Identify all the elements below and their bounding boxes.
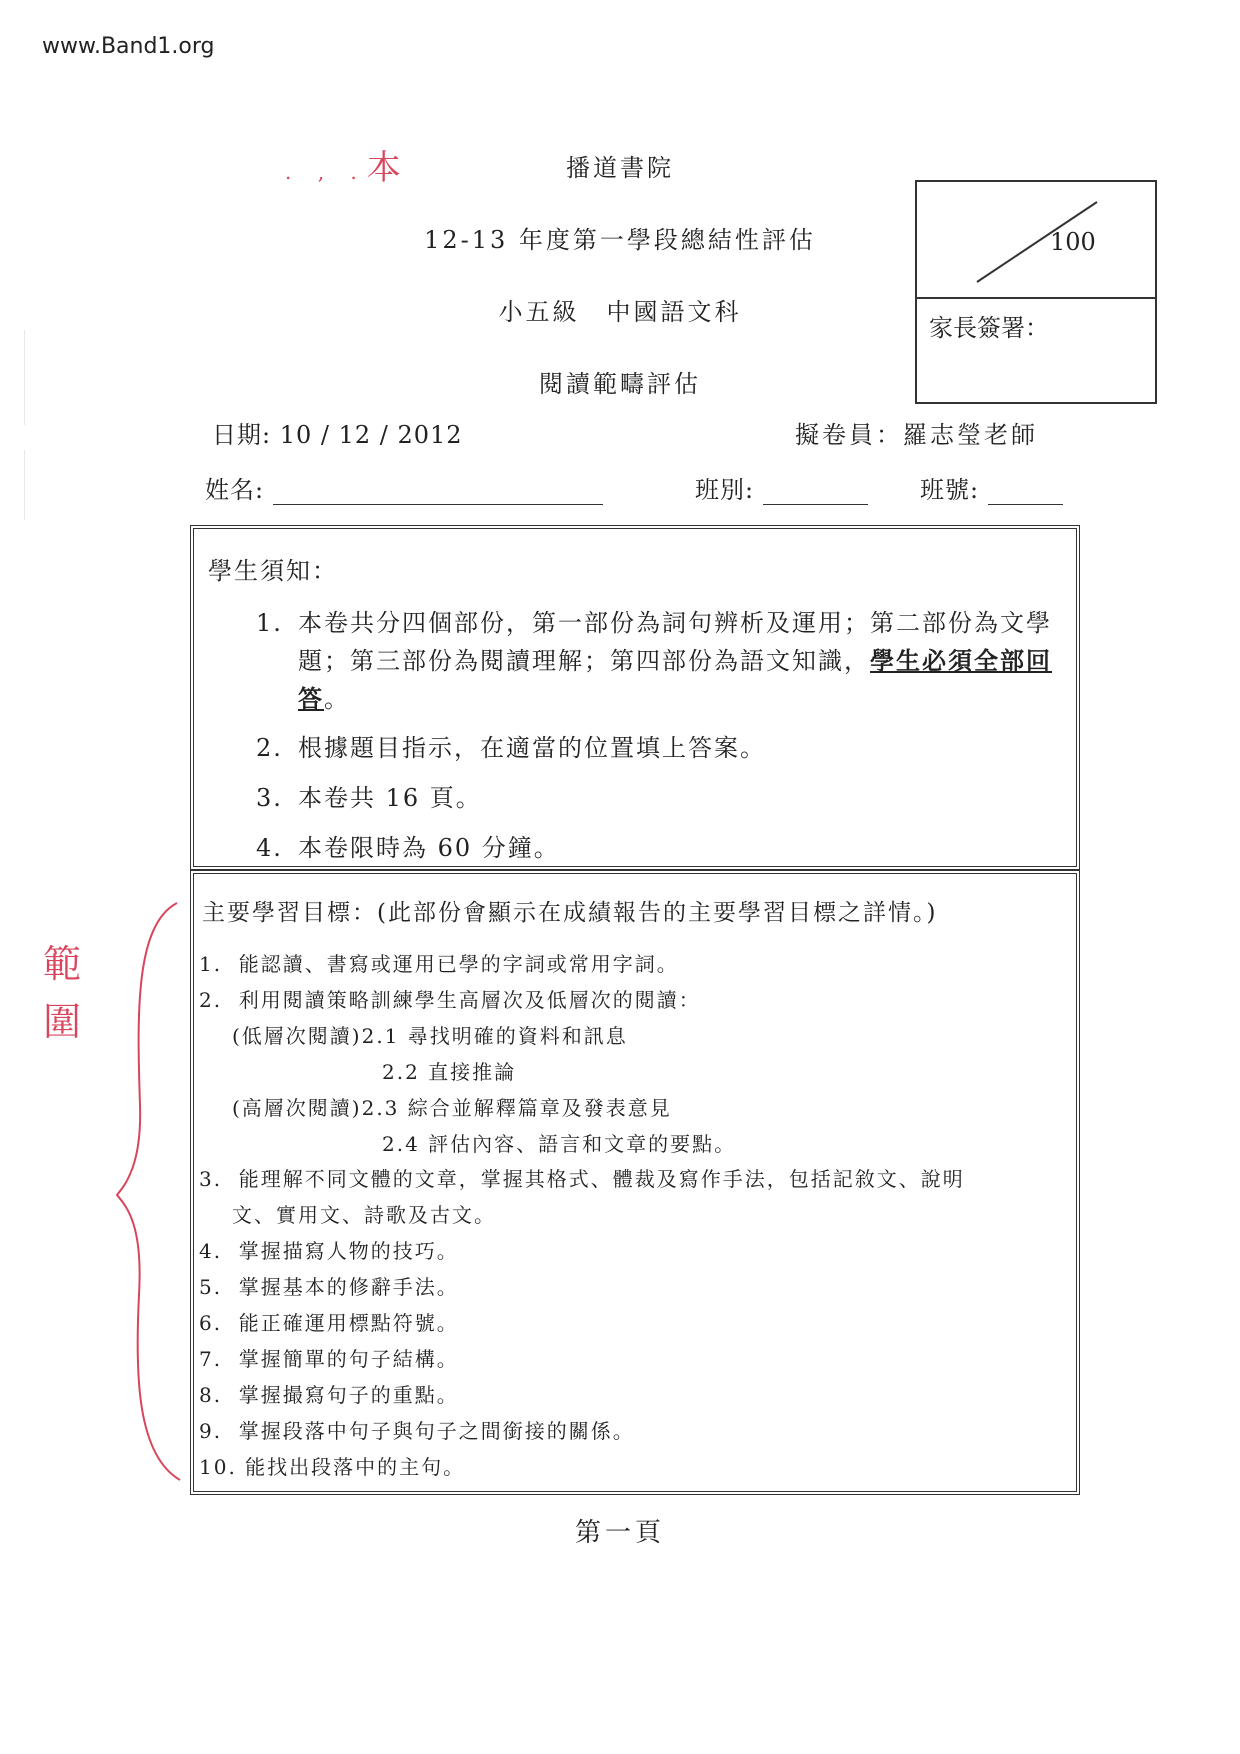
notice-text-part: 本卷共分四個部份，第一部份為詞句辨析及運用；第二部份為文學題；第三部份為閱讀理解；第四部份為語文知識， (298, 609, 1052, 675)
student-number-label: 班號: (920, 476, 980, 504)
handwritten-brace-icon (115, 895, 185, 1485)
score-total: 100 (1050, 228, 1096, 256)
notice-text-part: 。 (324, 685, 350, 713)
scan-artifact-line (24, 450, 25, 520)
exam-title: 12-13 年度第一學段總結性評估 (424, 226, 816, 254)
student-number-blank[interactable] (988, 478, 1063, 505)
score-box-divider (917, 297, 1155, 299)
notice-text: 本卷限時為 60 分鐘。 (298, 834, 560, 862)
handwritten-char: 範 (42, 942, 81, 986)
goal-item: 2. 利用閱讀策略訓練學生高層次及低層次的閱讀： (199, 988, 701, 1012)
notice-item-1 (256, 604, 1066, 724)
goals-heading: 主要學習目標：(此部份會顯示在成績報告的主要學習目標之詳情。) (202, 900, 938, 926)
class-field[interactable] (695, 470, 868, 505)
page-number: 第一頁 (574, 1518, 665, 1548)
goal-item: 6. 能正確運用標點符號。 (199, 1311, 459, 1335)
goal-item: 4. 掌握描寫人物的技巧。 (199, 1239, 459, 1263)
notice-number: 1. (256, 609, 283, 637)
paper-title: 閱讀範疇評估 (539, 370, 701, 398)
notice-emphasis: 學生必須全部回答 (298, 646, 1052, 713)
goal-item: 5. 掌握基本的修辭手法。 (199, 1275, 459, 1299)
parent-signature-label: 家長簽署： (929, 314, 1049, 342)
notice-text: 本卷共 16 頁。 (298, 784, 482, 812)
handwritten-dots: . , . (285, 160, 367, 184)
handwritten-char: 圍 (42, 1000, 81, 1044)
exam-date: 日期: 10 / 12 / 2012 (212, 421, 463, 449)
notice-number: 2. (256, 734, 283, 762)
goal-item: 8. 掌握撮寫句子的重點。 (199, 1383, 459, 1407)
class-label: 班別: (695, 476, 755, 504)
handwritten-char: 本 (366, 148, 405, 188)
name-field[interactable] (205, 470, 603, 505)
goal-item: (低層次閱讀)2.1 尋找明確的資料和訊息 (232, 1024, 628, 1048)
name-blank[interactable] (273, 478, 603, 505)
notice-number: 3. (256, 784, 283, 812)
goal-item: 9. 掌握段落中句子與句子之間銜接的關係。 (199, 1419, 635, 1443)
school-name: 播道書院 (566, 154, 674, 182)
student-notice-box (190, 525, 1080, 870)
notice-number: 4. (256, 834, 283, 862)
goal-item: 3. 能理解不同文體的文章，掌握其格式、體裁及寫作手法，包括記敘文、說明 (199, 1167, 965, 1191)
notice-text (298, 604, 1058, 718)
goal-item: 文、實用文、詩歌及古文。 (232, 1203, 496, 1227)
goal-item: (高層次閱讀)2.3 綜合並解釋篇章及發表意見 (232, 1096, 672, 1120)
goal-item: 1. 能認讀、書寫或運用已學的字詞或常用字詞。 (199, 952, 679, 976)
learning-goals-box (190, 870, 1080, 1495)
goal-item: 2.2 直接推論 (382, 1060, 517, 1084)
class-blank[interactable] (763, 478, 868, 505)
score-box (915, 180, 1157, 404)
goal-item: 10. 能找出段落中的主句。 (199, 1455, 466, 1479)
grade-subject: 小五級 中國語文科 (498, 298, 742, 326)
watermark: www.Band1.org (42, 34, 215, 59)
paper-setter: 擬卷員：羅志瑩老師 (795, 421, 1038, 449)
notice-heading: 學生須知： (208, 557, 338, 585)
handwritten-side-note (38, 935, 86, 1051)
name-label: 姓名: (205, 476, 265, 504)
goal-item: 7. 掌握簡單的句子結構。 (199, 1347, 459, 1371)
student-number-field[interactable] (920, 470, 1063, 505)
notice-text: 根據題目指示，在適當的位置填上答案。 (298, 734, 766, 762)
goal-item: 2.4 評估內容、語言和文章的要點。 (382, 1132, 737, 1156)
